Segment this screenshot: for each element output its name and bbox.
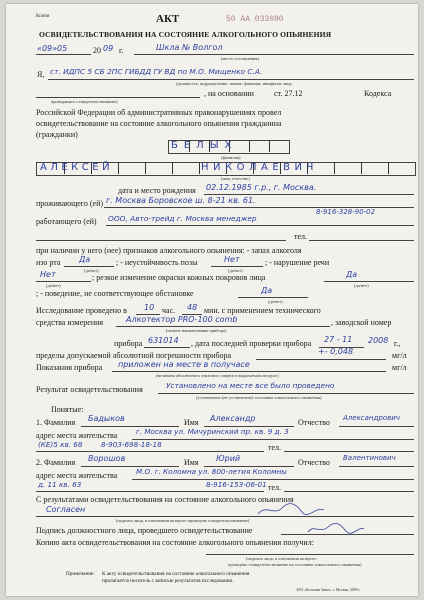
check-year-handwritten: 2008 xyxy=(368,336,389,345)
device-handwritten: Алкотектор PRO-100 comb xyxy=(126,315,238,324)
yes-no-caption-2: (да/нет) xyxy=(228,268,243,273)
year-handwritten: 09 xyxy=(103,44,114,53)
readings-label: Показания прибора xyxy=(36,363,103,372)
pribora-label: прибора xyxy=(114,339,143,348)
research-minute: 48 xyxy=(187,303,198,312)
error-handwritten: +- 0,048 xyxy=(318,347,354,356)
research-line-1c: мин. с применением технического xyxy=(204,306,321,315)
serial-handwritten: 631014 xyxy=(148,336,179,345)
officer-handwritten: ст. ИДПС 5 СБ 2ПС ГИБДД ГУ ВД по М.О. Мищенко С.А. xyxy=(50,67,263,76)
printer-footer: ЗАО «Большая Зима», г. Москва, 2009 г. xyxy=(296,588,361,592)
article-label: ст. 27.12 xyxy=(274,89,303,98)
device-caption: (полное наименование прибора) xyxy=(166,328,227,333)
result-label: Результат освидетельствования xyxy=(36,385,143,394)
place-handwritten: Шкла № Волгол xyxy=(156,43,223,52)
witness-1-label: 1. Фамилия xyxy=(36,418,76,427)
witness-2-patronymic: Валентинович xyxy=(343,454,396,462)
witness-2-label: 2. Фамилия xyxy=(36,458,76,467)
result-handwritten: Установлено на месте все было проведено xyxy=(166,381,335,390)
research-line-2b: , заводской номер xyxy=(331,318,392,327)
witness-2-address-label: адрес места жительства xyxy=(36,471,118,480)
check-date-handwritten: 27 - 11 xyxy=(324,335,353,344)
act-serial-number: 50 АА 033090 xyxy=(226,15,284,24)
note-label: Примечание: xyxy=(66,571,95,577)
tel-label: тел. xyxy=(294,232,308,241)
officer-caption-2: проводящего освидетельствование) xyxy=(51,99,118,104)
speech-value: Нет xyxy=(40,270,56,279)
sign-caption: (подпись лица, в отношении которого проведено освидетельствование) xyxy=(116,518,250,523)
basis-label: , на основании xyxy=(204,89,254,98)
readings-handwritten: приложен на месте в получасе xyxy=(118,360,250,369)
birth-handwritten: 02.12.1985 г.р., г. Москва. xyxy=(206,183,317,192)
work-phone-handwritten: 8-916-328-90-02 xyxy=(316,208,376,216)
limits-label: пределы допускаемой абсолютной погрешности прибора xyxy=(36,351,232,360)
signature-mark-2 xyxy=(306,522,366,536)
witness-2-phone: 8-916-153-06-01 xyxy=(206,480,267,489)
kodeksa-label: Кодекса xyxy=(364,89,392,98)
check-label: , дата последней проверки прибора xyxy=(191,339,312,348)
act-document xyxy=(6,4,418,596)
copy-caption-2: проведено освидетельствование на состояние алкогольного опьянения) xyxy=(228,562,362,567)
residence-handwritten: г. Москва Боровское ш. 8-21 кв. 61. xyxy=(106,196,256,205)
yes-no-caption-3: (да/нет) xyxy=(46,283,61,288)
signs-line-1: при наличии у него (нее) признаков алкогольного опьянения: - запах алкоголя xyxy=(36,246,302,255)
yes-no-caption-1: (да/нет) xyxy=(84,268,99,273)
yes-no-caption-5: (да/нет) xyxy=(268,299,283,304)
official-label: Подпись должностного лица, проведшего освидетельствование xyxy=(36,526,253,535)
research-line-2a: средства измерения xyxy=(36,318,104,327)
speech-label: ; - нарушение речи xyxy=(265,258,330,267)
witness-2-otch: Отчество xyxy=(298,458,330,467)
unsteady-label: ; - неустойчивость позы xyxy=(116,258,198,267)
check-year-suffix: г., xyxy=(394,339,401,348)
birth-label: дата и место рождения xyxy=(118,186,196,195)
ya-label: Я, xyxy=(37,70,45,79)
patronymic-handwritten: НИКОЛАЕВИЧ xyxy=(201,162,318,173)
place-caption: (место составления) xyxy=(221,56,259,61)
mgl-unit-1: мг/л xyxy=(392,351,407,360)
work-label: работающего (ей) xyxy=(36,217,97,226)
copy-label: Копию акта освидетельствования на состояние алкогольного опьянения получил: xyxy=(36,538,314,547)
mgl-unit-2: мг/л xyxy=(392,363,407,372)
witnesses-title: Понятые: xyxy=(51,405,84,414)
witness-1-otch: Отчество xyxy=(298,418,330,427)
result-caption: (установлено (не установлено) состояние алкогольного опьянения) xyxy=(196,395,322,400)
date-handwritten: «09»05 xyxy=(37,44,68,53)
preamble-line-2: освидетельствование на состояние алкогольного опьянения гражданина xyxy=(36,119,282,128)
yes-no-caption-4: (да/нет) xyxy=(354,283,369,288)
behavior-label: ; - поведение, не соответствующее обстановке xyxy=(36,289,194,298)
witness-2-tel: тел. xyxy=(268,483,282,492)
witness-1-surname: Бадыков xyxy=(88,414,125,423)
signature-mark-1 xyxy=(256,502,326,518)
witness-1-patronymic: Александрович xyxy=(343,414,400,422)
document-title: ОСВИДЕТЕЛЬСТВОВАНИЯ НА СОСТОЯНИЕ АЛКОГОЛЬНОГО ОПЬЯНЕНИЯ xyxy=(39,30,332,39)
witness-2-address: М.О. г. Коломна ул. 800-летия Коломны xyxy=(136,467,287,476)
witness-1-tel: тел. xyxy=(268,443,282,452)
note-text-2: прилагается носитель с записью результатов исследования. xyxy=(102,578,234,584)
surname-caption: (фамилия) xyxy=(221,155,241,160)
agree-label: С результатами освидетельствования на состояние алкогольного опьянения xyxy=(36,495,294,504)
corner-mark: Копия xyxy=(36,14,50,19)
witness-1-address-label: адрес места жительства xyxy=(36,431,118,440)
officer-caption: (должность, подразделение, звание, фамилия, инициалы лица, xyxy=(176,81,293,86)
behavior-value: Да xyxy=(261,286,273,295)
note-text-1: К акту освидетельствования на состояние алкогольного опьянения xyxy=(102,571,250,577)
copy-caption-1: (подпись лица, в отношении которого xyxy=(246,556,317,561)
witness-2-name: Юрий xyxy=(216,454,241,463)
witness-1-phone: 8-903-698-18-18 xyxy=(101,440,162,449)
skin-value: Да xyxy=(346,270,358,279)
year-prefix: 20 xyxy=(93,46,101,55)
witness-2-surname: Ворошов xyxy=(88,454,126,463)
research-hour: 10 xyxy=(144,303,155,312)
first-name-handwritten: АЛЕКСЕЙ xyxy=(40,162,114,173)
witness-2-imya: Имя xyxy=(184,458,199,467)
act-label: АКТ xyxy=(156,13,180,25)
research-line-1a: Исследование проведено в xyxy=(36,306,127,315)
research-line-1b: час. xyxy=(162,306,176,315)
readings-caption: (величина абсолютного этилового спирта в выдыхаемом воздухе) xyxy=(156,373,279,378)
witness-1-address: г. Москва ул. Мичуринский пр. кв. 9 д. 3 xyxy=(136,427,289,436)
witness-2-address-extra: д. 11 кв. 63 xyxy=(38,480,82,489)
witness-1-name: Александр xyxy=(210,414,256,423)
agree-handwritten: Согласен xyxy=(46,505,86,514)
name-caption: (имя, отчество) xyxy=(221,176,250,181)
witness-1-address-extra: (КЕ)5 кв. 68 xyxy=(38,440,83,449)
unsteady-value: Нет xyxy=(224,255,240,264)
preamble-line-1: Российской Федерации об административных правонарушениях провел xyxy=(36,108,282,117)
izo-rta-label: изо рта xyxy=(36,258,61,267)
year-suffix: г. xyxy=(119,46,124,55)
residence-label: проживающего (ей) xyxy=(36,199,104,208)
witness-1-imya: Имя xyxy=(184,418,199,427)
preamble-line-3: (гражданки) xyxy=(36,130,78,139)
work-handwritten: ООО, Авто-трейд г. Москва менеджер xyxy=(108,214,257,223)
smell-value: Да xyxy=(79,255,91,264)
skin-label: ; резкое изменение окраски кожных покровов лица xyxy=(92,273,266,282)
surname-handwritten: БЕЛЫХ xyxy=(171,140,238,151)
